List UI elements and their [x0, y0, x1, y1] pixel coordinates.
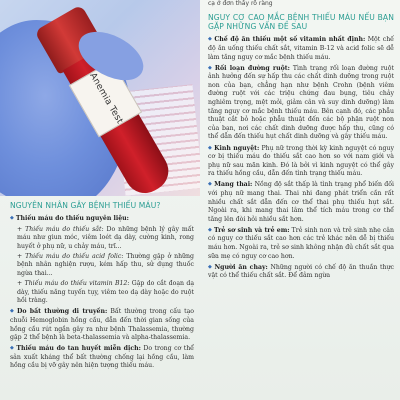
risk-pregnancy: ◆ Mang thai: Nồng độ sắt thấp là tình trạng phổ biến đối với phụ nữ mang thai. Thai nhi đang phát triển cần rất nhiều chất sắt dẫn đến cơ thể thai phụ thiếu hụt sắt. Ngoài ra, khi mang thai lâm thể tích máu trong cơ thể tăng lên đòi hỏi nhiều sắt hơn.: [208, 181, 394, 223]
risk-infants: ◆ Trẻ sơ sinh và trẻ em: Trẻ sinh non và trẻ sinh nhẹ cân có nguy cơ thiếu sắt cao hơn các trẻ khác nên dễ bị thiếu máu hơn. Ngoài ra, trẻ sơ sinh không nhận đủ chất sắt qua sữa mẹ có nguy cơ cao hơn.: [208, 226, 394, 260]
risk-intestinal: ◆ Rối loạn đường ruột: Tình trạng rối loạn đường ruột ảnh hưởng đến sự hấp thu các chất dinh dưỡng trong ruột non của bạn, chẳng hạn như bệnh Crohn (bệnh viêm đường ruột với các triệu chứng đau bụng, tiêu chảy nghiêm trọng, mệt mỏi, giảm cân và suy dinh dưỡng) làm tăng nguy cơ mắc bệnh thiếu máu. Bên cạnh đó, các phẫu thuật cắt bỏ hoặc phẫu thuật đến các bộ phận ruột non của bạn, nơi các chất dinh dưỡng được hấp thụ, cũng có thể dẫn đến thiếu hụt chất dinh dưỡng và gây thiếu máu.: [208, 64, 394, 141]
bullet-icon: ◆: [208, 64, 213, 71]
bullet-icon: ◆: [10, 345, 15, 352]
risk-heading: NGUY CƠ CAO MẮC BỆNH THIẾU MÁU NẾU BẠN GẶP NHỮNG VẤN ĐỀ SAU: [208, 12, 394, 31]
risk-diet: ◆ Chế độ ăn thiếu một số vitamin nhất định: Một chế độ ăn uống thiếu chất sắt, vitamin B-12 và acid folic sẽ dễ làm tăng nguy cơ mắc bệnh thiếu máu.: [208, 36, 394, 61]
risk-vegetarian: ◆ Người ăn chay: Những người có chế độ ăn thuần thực vật có thể thiếu chất sắt. Để đảm ngừa: [208, 263, 394, 280]
bullet-icon: ◆: [208, 144, 213, 151]
cause-nutrient-deficiency: ◆ Thiếu máu do thiếu nguyên liệu:: [10, 215, 129, 223]
bullet-icon: ◆: [10, 215, 14, 222]
bullet-icon: ◆: [10, 308, 15, 315]
tube-label-text: Anemia Test: [86, 71, 125, 126]
causes-heading: NGUYÊN NHÂN GÂY BỆNH THIẾU MÁU?: [10, 201, 161, 210]
cut-off-line: cạ ở đơn thấy rõ ràng: [208, 0, 273, 7]
right-column: [208, 0, 394, 282]
cause-genetic: ◆ Do bất thường di truyền: Bất thường trong cấu tạo chuỗi Hemoglobin hồng cầu, dẫn đến thời gian sống của hồng cầu rút ngắn gây ra như bệnh Thalassemia, thường gặp 2 thể bệnh là beta-thalassemia và alpha-thalassemia.: [10, 308, 194, 342]
left-column: [10, 201, 194, 373]
anemia-test-photo: [0, 0, 200, 196]
cause-folic: + Thiếu máu do thiếu acid folic: Thường gặp ở những bệnh nhân nghiện rượu, kém hấp thu, sử dụng thuốc ngừa thai...: [17, 252, 194, 277]
risk-menstruation: ◆ Kinh nguyệt: Phụ nữ trong thời kỳ kinh nguyệt có nguy cơ bị thiếu máu do thiếu sắt cao hơn so với nam giới và phụ nữ sau mãn kinh. Đó là bởi vì kinh nguyệt có thể gây ra thiếu hồng cầu, dẫn đến tình trạng thiếu máu.: [208, 144, 394, 178]
cause-hemolysis: ◆ Thiếu máu do tan huyết miễn dịch: Do trong cơ thể sản xuất kháng thể bất thường chống lại hồng cầu, làm hồng cầu bị vỡ gây nên hiện tượng thiếu máu.: [10, 345, 194, 370]
cause-b12: + Thiếu máu do thiếu vitamin B12: Gặp do cắt đoạn dạ dày, thiếu năng tuyến tụy, viêm teo dạ dày hoặc do ruột hồi tràng.: [17, 280, 195, 305]
bullet-icon: ◆: [208, 181, 213, 188]
bullet-icon: ◆: [208, 263, 213, 270]
bullet-icon: ◆: [208, 36, 213, 43]
cause-iron: + Thiếu máu do thiếu sắt: Do những bệnh lý gây mất máu như giun móc, viêm loét dạ dày, cường kinh, rong huyết ở phụ nữ, u chảy máu, trĩ...: [17, 225, 195, 250]
bullet-icon: ◆: [208, 226, 212, 233]
